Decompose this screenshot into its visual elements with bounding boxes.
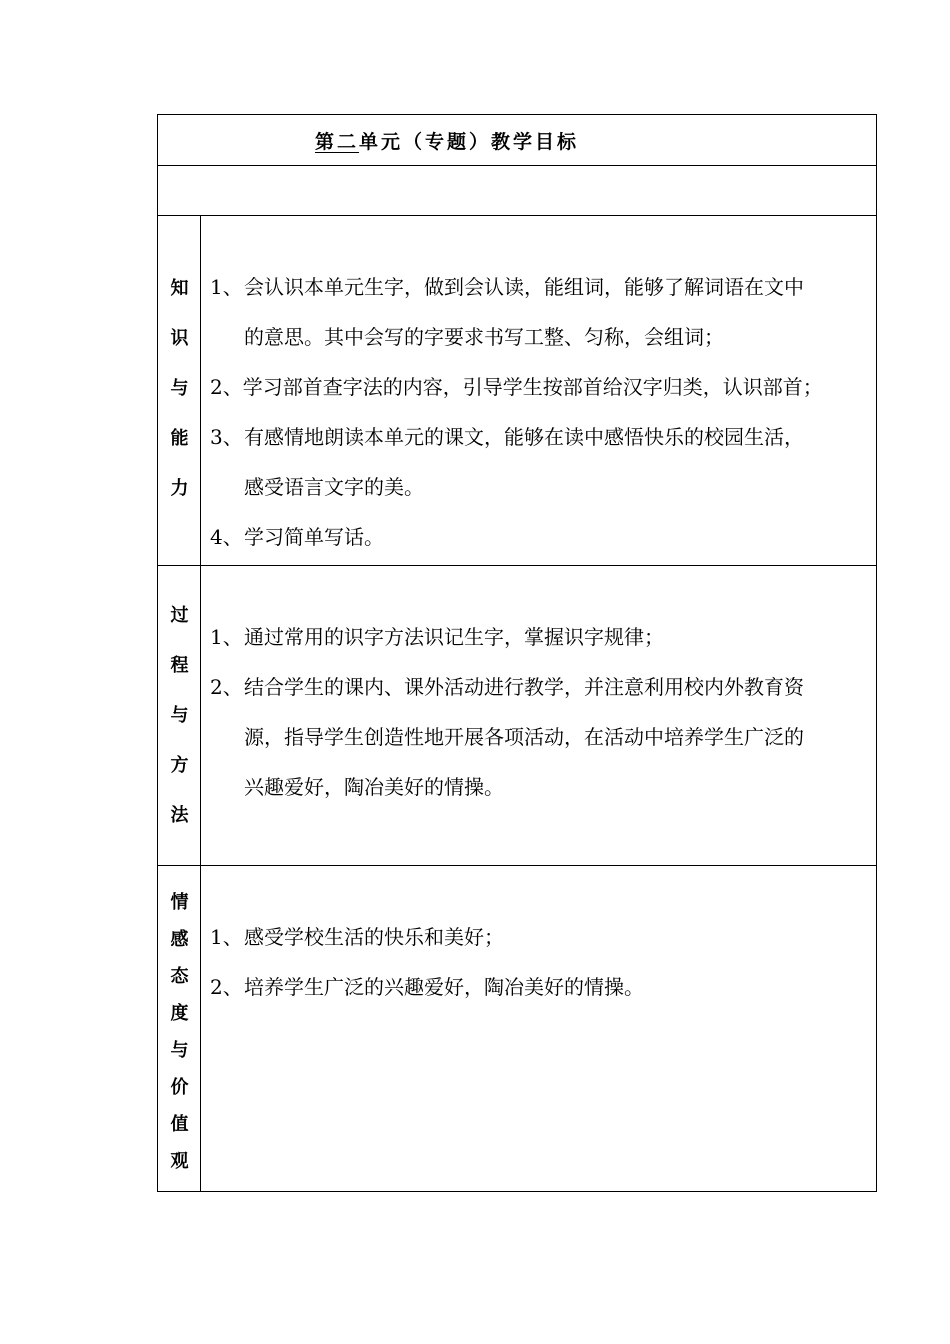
section-label: 知 识 与 能 力: [170, 278, 189, 499]
list-item: 1、 会认识本单元生字，做到会认读，能组词，能够了解词语在文中 的意思。其中会写的字要求书写工整、匀称，会组词；: [210, 275, 804, 349]
section-label-cell: [158, 216, 201, 565]
blank-row: [158, 166, 876, 216]
section-content: [210, 912, 870, 1012]
title-unit-number: 第二: [315, 131, 360, 153]
list-item: 3、 有感情地朗读本单元的课文，能够在读中感悟快乐的校园生活， 感受语言文字的美。: [210, 425, 804, 499]
section-label: 情 感 态 度 与 价 值 观: [170, 892, 189, 1172]
section-knowledge-ability: [158, 216, 876, 566]
list-item: 1、 通过常用的识字方法识记生字，掌握识字规律；: [210, 625, 664, 649]
section-content: [210, 612, 870, 812]
section-label-cell: [158, 566, 201, 865]
title-row: [158, 115, 876, 166]
title-text: 单元（专题）教学目标: [359, 131, 580, 153]
section-process-method: [158, 566, 876, 866]
list-item: 2、学习部首查字法的内容，引导学生按部首给汉字归类，认识部首；: [210, 375, 823, 399]
objectives-table: [157, 114, 877, 1192]
section-emotion-attitude-values: [158, 866, 876, 1192]
section-label: 过 程 与 方 法: [170, 605, 189, 826]
section-label-cell: [158, 866, 201, 1192]
list-item: 1、 感受学校生活的快乐和美好；: [210, 925, 504, 949]
list-item: 2、 培养学生广泛的兴趣爱好，陶冶美好的情操。: [210, 975, 644, 999]
page-title: [315, 127, 579, 154]
section-content: [210, 262, 870, 562]
list-item: 4、 学习简单写话。: [210, 525, 384, 549]
list-item: 2、 结合学生的课内、课外活动进行教学，并注意利用校内外教育资 源，指导学生创造性地开展各项活动，在活动中培养学生广泛的 兴趣爱好，陶冶美好的情操。: [210, 675, 804, 799]
